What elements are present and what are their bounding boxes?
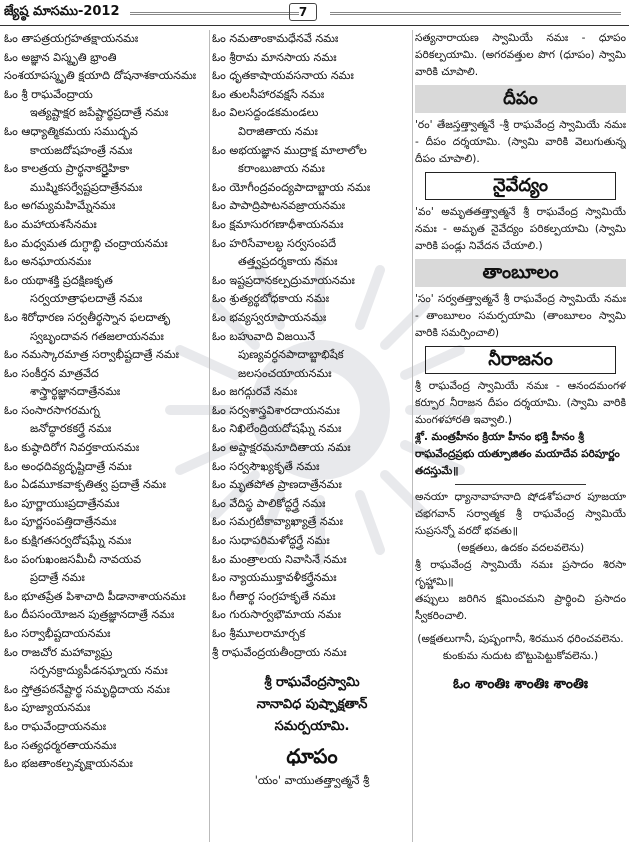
text-line: ఓం దీపసంయోజన పుత్రజ్ఞానదాత్రే నమః bbox=[4, 608, 175, 622]
header-rule-left bbox=[130, 12, 299, 15]
text-line: ఓం నమతాంకామధేనవే నమః bbox=[212, 32, 339, 45]
text-line: ఓం కుష్ఠాదిరోగ నివర్తకాయనమః bbox=[4, 441, 140, 455]
text-line: ఓం ధృతకాషాయవసనాయ నమః bbox=[212, 69, 354, 83]
text-line: ఓం అంధదివ్యదృష్టిదాత్రే నమః bbox=[4, 459, 132, 473]
text-line: ఓం అభయజ్ఞాన ముద్రాక్ష మాలాలోల bbox=[212, 143, 367, 157]
naivedyam-heading: నైవేద్యం bbox=[425, 172, 616, 200]
text-line: ఓం శ్రీమూలరామార్చక bbox=[212, 627, 306, 640]
text-line: ఓం శ్రీ రాఘవేంద్రాయ bbox=[4, 87, 93, 101]
text-line: ఓం సర్వశాస్త్రవిశారదాయనమః bbox=[212, 403, 340, 417]
text-line: ఓం మహాయశసేనమః bbox=[4, 217, 97, 231]
text-line: సంశయాపస్మృతి క్షయాది దోషనాశకాయనమః bbox=[4, 69, 197, 83]
text-line: ఓం శ్రుత్యర్థబోధకాయ నమః bbox=[212, 292, 330, 306]
text-line: ఓం మంత్రాలయ నివాసినే నమః bbox=[212, 552, 347, 566]
header-rule-right bbox=[330, 12, 621, 15]
text-line: ఓం తులసీహారవక్షసే నమః bbox=[212, 87, 325, 101]
text-line: ఓం సంకీర్తన మాత్రవేద bbox=[4, 366, 99, 380]
text-line: ఓం మృతపోత ప్రాణదాత్రేనమః bbox=[212, 478, 342, 492]
text-line: ఓం వేదిస్థ పాలికోద్ధర్త్రే నమః bbox=[212, 496, 326, 510]
text-line: ఓం సంసారసాగరమగ్న bbox=[4, 403, 100, 417]
text-line: ఓం హరిసేవాలబ్ధ సర్వసంపదే bbox=[212, 236, 337, 250]
text-line: ఓం శిరోధారణ సర్వతీర్థస్నాన ఫలదాతృ bbox=[4, 310, 171, 324]
neerajanam-heading: నీరాజనం bbox=[425, 346, 616, 374]
text-line: ఓం విలసద్దండకమండలు bbox=[212, 106, 319, 120]
text-line: ఓం నిఖిలేంద్రియదోషఘ్నే నమః bbox=[212, 422, 342, 436]
prasadam-text: శ్రీ రాఘవేంద్ర స్వామియే నమః ప్రసాదం శిరసా గృహ్ణామి॥ bbox=[415, 559, 626, 588]
divider bbox=[455, 484, 586, 485]
page-number: 7 bbox=[289, 3, 317, 21]
text-line: పుణ్యవర్ధనపాదాబ్జాభిషేక bbox=[238, 348, 344, 362]
column-divider-1 bbox=[209, 30, 210, 842]
text-line: ఓం ఏడమూకవాక్పతిత్వ ప్రదాత్రే నమః bbox=[4, 478, 166, 492]
text-line: ఓం కాలత్రయ ప్రార్థనాకర్త్రైహికా bbox=[4, 162, 130, 176]
akshatalu-text: (అక్షతలు, ఉదకం వదలవలెను) bbox=[456, 542, 585, 554]
text-line: ఓం సత్యధర్మరతాయనమః bbox=[4, 738, 117, 752]
text-line: ఓం యోగీంద్రవంద్యపాదాబ్జాయ నమః bbox=[212, 180, 371, 194]
text-line: ఓం రాఘవేంద్రాయనమః bbox=[4, 719, 107, 733]
dhupam-heading: ధూపం bbox=[286, 744, 338, 769]
text-line: ఓం భజతాంకల్పవృక్షాయనమః bbox=[4, 757, 133, 771]
text-line: ఓం కుక్షిగతసర్వదోషఘ్నే నమః bbox=[4, 534, 132, 548]
text-line: శ్రీ రాఘవేంద్రయతీంద్రాయ నమః bbox=[212, 645, 347, 659]
magazine-title: జ్యేష్ఠ మాసము-2012 bbox=[4, 4, 120, 19]
text-line: విరాజితాయ నమః bbox=[238, 124, 318, 138]
tappulu-text: తప్పులు జరిగిన క్షమించమని ప్రార్థించి ప్రసాదం స్వీకరించాలి. bbox=[415, 593, 626, 622]
closing-line: నానావిధ పుష్పాక్షతాన్ bbox=[256, 697, 368, 713]
text-line: ఓం న్యాయముక్తావళీకర్త్రేనమః bbox=[212, 571, 337, 585]
text-line: సర్వయాత్రాఫలదాత్రే నమః bbox=[30, 292, 143, 306]
shanti-mantra: ఓం శాంతిః శాంతిః శాంతిః bbox=[452, 676, 589, 692]
column-3 bbox=[415, 30, 626, 842]
anaya-text: అనయా ధ్యానావాహనాది షోడశోపచార పూజయా చభగవాన్ సర్వాత్మక శ్రీ రాఘవేంద్ర స్వామియే సుప్రసన్నో వరదో భవతు॥ bbox=[415, 491, 626, 537]
text-line: కాయజదోషహంత్రే నమః bbox=[30, 143, 133, 157]
column-1 bbox=[4, 30, 209, 842]
text-line: ఓం పంగుఖంజసమీచీ నావయవ bbox=[4, 552, 142, 566]
text-line: ఓం భవ్యస్వరూపాయనమః bbox=[212, 310, 327, 324]
text-line: ఓం సమగ్రటీకావ్యాఖ్యాత్రే నమః bbox=[212, 515, 343, 529]
text-line: తత్త్వప్రదర్శకాయ నమః bbox=[238, 255, 338, 269]
text-line: ఓం ఆధ్యాత్మికమయ సముద్భవ bbox=[4, 124, 138, 138]
text-line: ఓం స్తోత్రపఠనేష్టార్థ సమృద్ధిదాయ నమః bbox=[4, 682, 170, 696]
text-line: ఓం నమస్కారమాత్ర సర్వాభీష్టదాత్రే నమః bbox=[4, 348, 179, 362]
text-line: శాస్త్రార్థజ్ఞానదాత్రేనమః bbox=[30, 385, 121, 399]
closing-line: సమర్పయామి. bbox=[274, 719, 350, 735]
text-line: ఓం పూర్ణసంపత్తిదాత్రేనమః bbox=[4, 515, 117, 529]
text-line: ఓం యథాశక్తి ప్రదక్షిణకృత bbox=[4, 273, 113, 287]
column-divider-2 bbox=[412, 30, 413, 842]
naivedyam-text: 'వం' అమృతతత్త్వాత్మనే శ్రీ రాఘవేంద్ర స్వామియే నమః - అమృత నైవేద్యం పరికల్పయామి (స్వామి వారికి పండ్లు నివేదన చేయాలి.) bbox=[415, 206, 626, 252]
text-line: ఓం శ్రీరామ మానసాయ నమః bbox=[212, 50, 337, 64]
text-line: ఓం ఇష్టప్రదానకల్పద్రుమాయనమః bbox=[212, 273, 355, 287]
text-line: ఓం మధ్వమత దుగ్ధాబ్ధి చంద్రాయనమః bbox=[4, 236, 168, 250]
deepam-text: 'రం' తేజస్తత్త్వాత్మనే -శ్రీ రాఘవేంద్ర స్వామియే నమః - దీపం దర్శయామి. (స్వామి వారికి వెలుగుతున్న దీపం చూపాలి). bbox=[415, 119, 626, 165]
deepam-heading: దీపం bbox=[415, 85, 626, 113]
text-line: ఓం బహువాది విజయినే bbox=[212, 329, 316, 343]
text-line: ఓం రాజచోర మహావ్యాఘ్ర bbox=[4, 645, 113, 659]
closing-line: శ్రీ రాఘవేంద్రస్వామి bbox=[264, 675, 360, 691]
text-line: ఓం పాపాద్రిపాటనవజ్రాయనమః bbox=[212, 199, 346, 213]
text-line: ఓం క్షమాసురగణాధీశాయనమః bbox=[212, 217, 344, 231]
text-line: ఇత్యష్టాక్షర జపేష్టార్థప్రదాత్రే నమః bbox=[30, 106, 169, 120]
text-line: సర్పనక్రాద్యుపీడనఘ్నాయ నమః bbox=[30, 664, 168, 678]
text-line: కరాంబుజాయ నమః bbox=[238, 162, 325, 176]
text-line: జలసంచయాయనమః bbox=[238, 366, 332, 380]
text-line: స్వబృందావన గతజలాయనమః bbox=[30, 329, 164, 343]
dhupam-text: సత్యనారాయణ స్వామియే నమః - ధూపం పరికల్పయామి. (అగరవత్తుల పొగ (ధూపం) స్వామి వారికి చూపాలి. bbox=[415, 32, 626, 78]
text-line: ఓం జగద్గురవే నమః bbox=[212, 385, 298, 399]
text-line: ఓం అనఘాయనమః bbox=[4, 255, 92, 269]
mantra-verse: శ్లో. మంత్రహీనం క్రియా హీనం భక్తి హీనం శ్రీ రాఘవేంద్రప్రభు యత్పూజితం మయాదేవ పరిపూర్ణం తదస్తుమే॥ bbox=[415, 431, 620, 477]
text-line: ఓం తాపత్రయగ్రహతక్షాయనమః bbox=[4, 32, 139, 45]
text-line: ఓం అగమ్యమహిమ్నేనమః bbox=[4, 199, 116, 213]
text-line: ముష్మికసర్వేష్టప్రదాత్రేనమః bbox=[30, 180, 143, 194]
dhupam-line: 'యం' వాయుతత్త్వాత్మనే శ్రీ bbox=[254, 774, 370, 788]
column-2 bbox=[212, 30, 412, 842]
offering-closing bbox=[212, 672, 412, 738]
tambulam-heading: తాంబూలం bbox=[415, 259, 626, 287]
text-line: ఓం పూర్ణాయుఃప్రదాత్రేనమః bbox=[4, 496, 120, 510]
text-line: ఓం గీతార్థ సంగ్రహకృతే నమః bbox=[212, 589, 336, 603]
text-line: ఓం పూజ్యాయనమః bbox=[4, 701, 91, 715]
text-line: జనోద్ధారకకర్త్రే నమః bbox=[30, 422, 112, 436]
neerajanam-text: శ్రీ రాఘవేంద్ర స్వామియే నమః - ఆనందమంగళ కర్పూర నీరాజన దీపం దర్శయామి. (స్వామి వారికి మంగళహారతి ఇవ్వాలి.) bbox=[415, 380, 626, 426]
text-line: ఓం అజ్ఞాన విస్మృతి భ్రాంతి bbox=[4, 50, 117, 64]
final-note: (అక్షతలుగానీ, పుష్పంగానీ, శిరమున ధరించవలెను. కుంకుమ నుదుట బొట్టుపెట్టుకోవలెను.) bbox=[417, 633, 624, 662]
text-line: ఓం సర్వాభీష్టదాయనమః bbox=[4, 627, 111, 640]
text-line: ఓం గురుసార్వభౌమాయ నమః bbox=[212, 608, 341, 622]
text-line: ప్రదాత్రే నమః bbox=[30, 571, 85, 585]
text-line: ఓం సర్వసౌఖ్యకృతే నమః bbox=[212, 459, 320, 473]
text-line: ఓం అష్టాక్షరమనూదితాయ నమః bbox=[212, 441, 351, 455]
text-line: ఓం సుధాపరిమళోద్ధర్త్రే నమః bbox=[212, 534, 330, 548]
tambulam-text: 'సం' సర్వతత్త్వాత్మనే శ్రీ రాఘవేంద్ర స్వామియే నమః - తాంబూలం సమర్పయామి (తాంబూలం స్వామి వారికి సమర్పించాలి) bbox=[415, 293, 626, 339]
page-header bbox=[0, 0, 629, 26]
text-line: ఓం భూతప్రేత పిశాచాది పీడానాశాయనమః bbox=[4, 589, 186, 603]
